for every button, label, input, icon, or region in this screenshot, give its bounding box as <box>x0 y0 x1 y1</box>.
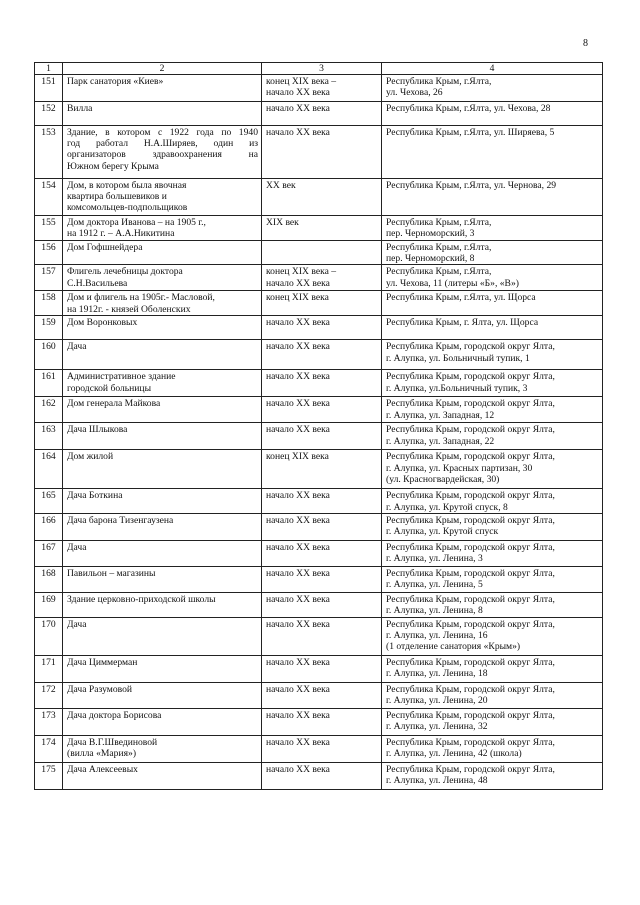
dating-line: начало XX века <box>266 103 330 114</box>
object-name-line: год работал Н.А.Ширяев, один из <box>67 138 258 150</box>
dating-line: конец XIX века <box>266 292 329 304</box>
address-line: Республика Крым, городской округ Ялта, <box>386 736 555 748</box>
dating-line: начало XX века <box>266 541 330 553</box>
dating-cell <box>262 397 382 423</box>
dating-cell <box>262 513 382 540</box>
object-name-cell <box>63 708 262 735</box>
address-line: Республика Крым, г.Ялта, ул. Чернова, 29 <box>386 180 557 191</box>
table-row <box>35 265 603 291</box>
dating-cell <box>262 241 382 265</box>
address-line: г. Алупка, ул. Ленина, 16 <box>386 630 488 642</box>
address-cell <box>382 291 603 316</box>
object-name-cell <box>63 513 262 540</box>
table-body <box>35 75 603 790</box>
object-name-line: Дача Разумовой <box>67 683 133 695</box>
object-name-line: комсомольцев-подпольщиков <box>67 202 188 214</box>
table-row <box>35 241 603 265</box>
object-name-cell <box>63 316 262 340</box>
row-number: 173 <box>35 708 63 735</box>
dating-line: конец XIX века <box>266 451 329 463</box>
row-number: 162 <box>35 397 63 423</box>
dating-cell <box>262 566 382 592</box>
address-line: г. Алупка, ул.Больничный тупик, 3 <box>386 382 528 394</box>
monuments-table <box>34 62 603 790</box>
address-line: г. Алупка, ул. Крутой спуск, 8 <box>386 501 508 513</box>
dating-line: начало XX века <box>266 593 330 605</box>
address-line: пер. Черноморский, 8 <box>386 253 475 265</box>
header-cell: 2 <box>63 63 262 75</box>
object-name-line: Дом генерала Майкова <box>67 398 161 410</box>
address-line: Республика Крым, городской округ Ялта, <box>386 398 555 410</box>
table-row <box>35 216 603 241</box>
address-line: Республика Крым, городской округ Ялта, <box>386 763 555 775</box>
table-row <box>35 397 603 423</box>
row-number: 163 <box>35 423 63 450</box>
dating-cell <box>262 340 382 370</box>
address-line: Республика Крым, г.Ялта, <box>386 76 492 87</box>
object-name-line: городской больницы <box>67 382 152 394</box>
dating-line: начало XX века <box>266 127 330 138</box>
table-row <box>35 450 603 489</box>
address-cell <box>382 265 603 291</box>
table-row <box>35 316 603 340</box>
address-cell <box>382 397 603 423</box>
object-name-line: С.Н.Васильева <box>67 277 128 289</box>
object-name-cell <box>63 75 262 102</box>
object-name-line: Дача Шлыкова <box>67 424 128 436</box>
address-cell <box>382 179 603 216</box>
object-name-line: Южном берегу Крыма <box>67 160 159 172</box>
dating-cell <box>262 370 382 397</box>
row-number: 165 <box>35 489 63 513</box>
object-name-line: организаторов здравоохранения на <box>67 149 258 161</box>
address-line: г. Алупка, ул. Западная, 22 <box>386 435 495 447</box>
row-number: 164 <box>35 450 63 489</box>
header-cell: 4 <box>382 63 603 75</box>
object-name-line: Дом жилой <box>67 451 114 463</box>
row-number: 154 <box>35 179 63 216</box>
dating-line: начало XX века <box>266 87 330 99</box>
address-line: (ул. Красногвардейская, 30) <box>386 473 500 485</box>
dating-line: начало XX века <box>266 514 330 526</box>
dating-line: XIX век <box>266 217 299 228</box>
dating-line: конец XIX века – <box>266 266 337 278</box>
address-line: Республика Крым, городской округ Ялта, <box>386 618 555 630</box>
object-name-line: Дача <box>67 541 87 553</box>
dating-line: начало XX века <box>266 398 330 410</box>
object-name-line: Дом и флигель на 1905г.- Масловой, <box>67 292 215 304</box>
address-line: г. Алупка, ул. Красных партизан, 30 <box>386 462 533 474</box>
object-name-line: Дача барона Тизенгаузена <box>67 514 174 526</box>
address-line: Республика Крым, городской округ Ялта, <box>386 567 555 579</box>
table-row <box>35 489 603 513</box>
table-row <box>35 708 603 735</box>
row-number: 160 <box>35 340 63 370</box>
address-line: Республика Крым, г.Ялта, ул. Щорса <box>386 292 536 304</box>
address-cell <box>382 735 603 762</box>
row-number: 171 <box>35 655 63 682</box>
object-name-cell <box>63 617 262 655</box>
dating-cell <box>262 655 382 682</box>
object-name-cell <box>63 265 262 291</box>
row-number: 158 <box>35 291 63 316</box>
object-name-line: Здание, в котором с 1922 года по 1940 <box>67 127 258 138</box>
table-row <box>35 370 603 397</box>
address-line: Республика Крым, городской округ Ялта, <box>386 709 555 721</box>
dating-cell <box>262 423 382 450</box>
address-cell <box>382 617 603 655</box>
address-line: г. Алупка, ул. Ленина, 48 <box>386 775 488 787</box>
row-number: 155 <box>35 216 63 241</box>
address-cell <box>382 540 603 566</box>
object-name-line: Дача В.Г.Швединовой <box>67 736 158 748</box>
dating-line: начало XX века <box>266 424 330 436</box>
dating-line: XX век <box>266 180 296 191</box>
object-name-line: Парк санатория «Киев» <box>67 76 164 87</box>
table-row <box>35 655 603 682</box>
dating-cell <box>262 540 382 566</box>
dating-cell <box>262 735 382 762</box>
address-line: Республика Крым, городской округ Ялта, <box>386 683 555 695</box>
table-row <box>35 513 603 540</box>
address-line: г. Алупка, ул. Ленина, 8 <box>386 605 483 617</box>
dating-line: начало XX века <box>266 567 330 579</box>
object-name-line: (вилла «Мария») <box>67 748 137 760</box>
dating-cell <box>262 592 382 617</box>
object-name-cell <box>63 655 262 682</box>
address-line: Республика Крым, г.Ялта, ул. Ширяева, 5 <box>386 127 555 138</box>
address-cell <box>382 450 603 489</box>
dating-cell <box>262 617 382 655</box>
address-line: Республика Крым, г.Ялта, <box>386 242 492 253</box>
object-name-line: Дача Алексеевых <box>67 763 138 775</box>
table-row <box>35 102 603 126</box>
header-cell: 3 <box>262 63 382 75</box>
object-name-line: Дом Воронковых <box>67 317 138 329</box>
address-line: Республика Крым, городской округ Ялта, <box>386 514 555 526</box>
object-name-line: на 1912г. - князей Оболенских <box>67 303 191 315</box>
address-cell <box>382 682 603 708</box>
table-row <box>35 735 603 762</box>
address-cell <box>382 513 603 540</box>
object-name-cell <box>63 291 262 316</box>
object-name-line: на 1912 г. – А.А.Никитина <box>67 228 175 240</box>
dating-line: начало XX века <box>266 763 330 775</box>
dating-line: начало XX века <box>266 683 330 695</box>
address-line: Республика Крым, городской округ Ялта, <box>386 490 555 502</box>
dating-cell <box>262 708 382 735</box>
address-line: (1 отделение санатория «Крым») <box>386 641 521 653</box>
object-name-cell <box>63 592 262 617</box>
table-row <box>35 566 603 592</box>
address-line: г. Алупка, ул. Крутой спуск <box>386 526 499 538</box>
dating-line: начало XX века <box>266 736 330 748</box>
table-row <box>35 179 603 216</box>
dating-line: начало XX века <box>266 341 330 353</box>
address-line: Республика Крым, г.Ялта, ул. Чехова, 28 <box>386 103 551 114</box>
object-name-line: Дом Гофшнейдера <box>67 242 143 253</box>
dating-line: начало XX века <box>266 618 330 630</box>
object-name-line: Дача доктора Борисова <box>67 709 162 721</box>
row-number: 151 <box>35 75 63 102</box>
dating-cell <box>262 489 382 513</box>
table-row <box>35 126 603 179</box>
object-name-cell <box>63 489 262 513</box>
address-cell <box>382 762 603 789</box>
address-line: Республика Крым, городской округ Ялта, <box>386 541 555 553</box>
address-line: Республика Крым, городской округ Ялта, <box>386 341 555 353</box>
address-cell <box>382 655 603 682</box>
row-number: 168 <box>35 566 63 592</box>
object-name-cell <box>63 423 262 450</box>
table-row <box>35 592 603 617</box>
row-number: 153 <box>35 126 63 179</box>
address-line: Республика Крым, городской округ Ялта, <box>386 371 555 383</box>
object-name-line: Павильон – магазины <box>67 567 156 579</box>
dating-cell <box>262 265 382 291</box>
dating-line: начало XX века <box>266 277 330 289</box>
address-cell <box>382 708 603 735</box>
row-number: 159 <box>35 316 63 340</box>
row-number: 161 <box>35 370 63 397</box>
address-line: пер. Черноморский, 3 <box>386 228 475 240</box>
object-name-cell <box>63 397 262 423</box>
address-line: Республика Крым, городской округ Ялта, <box>386 656 555 668</box>
table-row <box>35 423 603 450</box>
address-line: г. Алупка, ул. Ленина, 20 <box>386 695 488 707</box>
dating-cell <box>262 291 382 316</box>
address-cell <box>382 566 603 592</box>
object-name-line: Вилла <box>67 103 93 114</box>
row-number: 175 <box>35 762 63 789</box>
object-name-cell <box>63 241 262 265</box>
address-cell <box>382 370 603 397</box>
address-line: Республика Крым, городской округ Ялта, <box>386 593 555 605</box>
object-name-line: Дача Циммерман <box>67 656 138 668</box>
address-line: Республика Крым, г.Ялта, <box>386 217 492 228</box>
dating-line: конец XIX века – <box>266 76 337 87</box>
object-name-line: Здание церковно-приходской школы <box>67 593 216 605</box>
table-row <box>35 540 603 566</box>
table-row <box>35 682 603 708</box>
address-cell <box>382 126 603 179</box>
table-header-row <box>35 63 603 75</box>
dating-line: начало XX века <box>266 371 330 383</box>
object-name-line: квартира большевиков и <box>67 191 167 203</box>
object-name-line: Дача <box>67 341 87 353</box>
dating-cell <box>262 682 382 708</box>
address-line: г. Алупка, ул. Ленина, 5 <box>386 579 483 591</box>
table-row <box>35 291 603 316</box>
object-name-line: Административное здание <box>67 371 176 383</box>
address-cell <box>382 75 603 102</box>
row-number: 172 <box>35 682 63 708</box>
object-name-cell <box>63 102 262 126</box>
address-line: г. Алупка, ул. Ленина, 32 <box>386 721 488 733</box>
object-name-cell <box>63 126 262 179</box>
dating-line: начало XX века <box>266 709 330 721</box>
object-name-line: Дача Боткина <box>67 490 123 502</box>
dating-cell <box>262 216 382 241</box>
address-line: ул. Чехова, 26 <box>386 87 443 99</box>
dating-cell <box>262 450 382 489</box>
row-number: 169 <box>35 592 63 617</box>
dating-cell <box>262 75 382 102</box>
address-line: Республика Крым, городской округ Ялта, <box>386 451 555 463</box>
address-line: г. Алупка, ул. Ленина, 18 <box>386 668 488 680</box>
dating-cell <box>262 126 382 179</box>
row-number: 174 <box>35 735 63 762</box>
object-name-cell <box>63 682 262 708</box>
object-name-cell <box>63 566 262 592</box>
address-line: г. Алупка, ул. Западная, 12 <box>386 409 495 421</box>
object-name-cell <box>63 735 262 762</box>
dating-cell <box>262 102 382 126</box>
dating-line: начало XX века <box>266 490 330 502</box>
dating-line: начало XX века <box>266 317 330 329</box>
object-name-cell <box>63 179 262 216</box>
object-name-cell <box>63 540 262 566</box>
object-name-cell <box>63 762 262 789</box>
row-number: 170 <box>35 617 63 655</box>
address-line: г. Алупка, ул. Ленина, 42 (школа) <box>386 748 522 760</box>
dating-line: начало XX века <box>266 656 330 668</box>
address-line: Республика Крым, г. Ялта, ул. Щорса <box>386 317 539 329</box>
object-name-line: Дача <box>67 618 87 630</box>
address-line: Республика Крым, городской округ Ялта, <box>386 424 555 436</box>
row-number: 152 <box>35 102 63 126</box>
table-row <box>35 617 603 655</box>
page-number: 8 <box>583 38 588 49</box>
dating-cell <box>262 316 382 340</box>
dating-cell <box>262 179 382 216</box>
object-name-cell <box>63 370 262 397</box>
table-row <box>35 340 603 370</box>
address-cell <box>382 216 603 241</box>
address-cell <box>382 102 603 126</box>
object-name-cell <box>63 216 262 241</box>
row-number: 166 <box>35 513 63 540</box>
row-number: 157 <box>35 265 63 291</box>
object-name-cell <box>63 450 262 489</box>
address-cell <box>382 316 603 340</box>
address-cell <box>382 340 603 370</box>
address-cell <box>382 241 603 265</box>
object-name-cell <box>63 340 262 370</box>
address-line: ул. Чехова, 11 (литеры «Б», «В») <box>386 277 519 289</box>
object-name-line: Флигель лечебницы доктора <box>67 266 183 278</box>
row-number: 156 <box>35 241 63 265</box>
address-line: Республика Крым, г.Ялта, <box>386 266 492 278</box>
address-cell <box>382 489 603 513</box>
dating-cell <box>262 762 382 789</box>
header-cell: 1 <box>35 63 63 75</box>
object-name-line: Дом доктора Иванова – на 1905 г., <box>67 217 206 228</box>
row-number: 167 <box>35 540 63 566</box>
table-row <box>35 762 603 789</box>
object-name-line: Дом, в котором была явочная <box>67 180 187 191</box>
address-cell <box>382 592 603 617</box>
table-row <box>35 75 603 102</box>
address-cell <box>382 423 603 450</box>
address-line: г. Алупка, ул. Ленина, 3 <box>386 553 483 565</box>
address-line: г. Алупка, ул. Больничный тупик, 1 <box>386 352 530 364</box>
